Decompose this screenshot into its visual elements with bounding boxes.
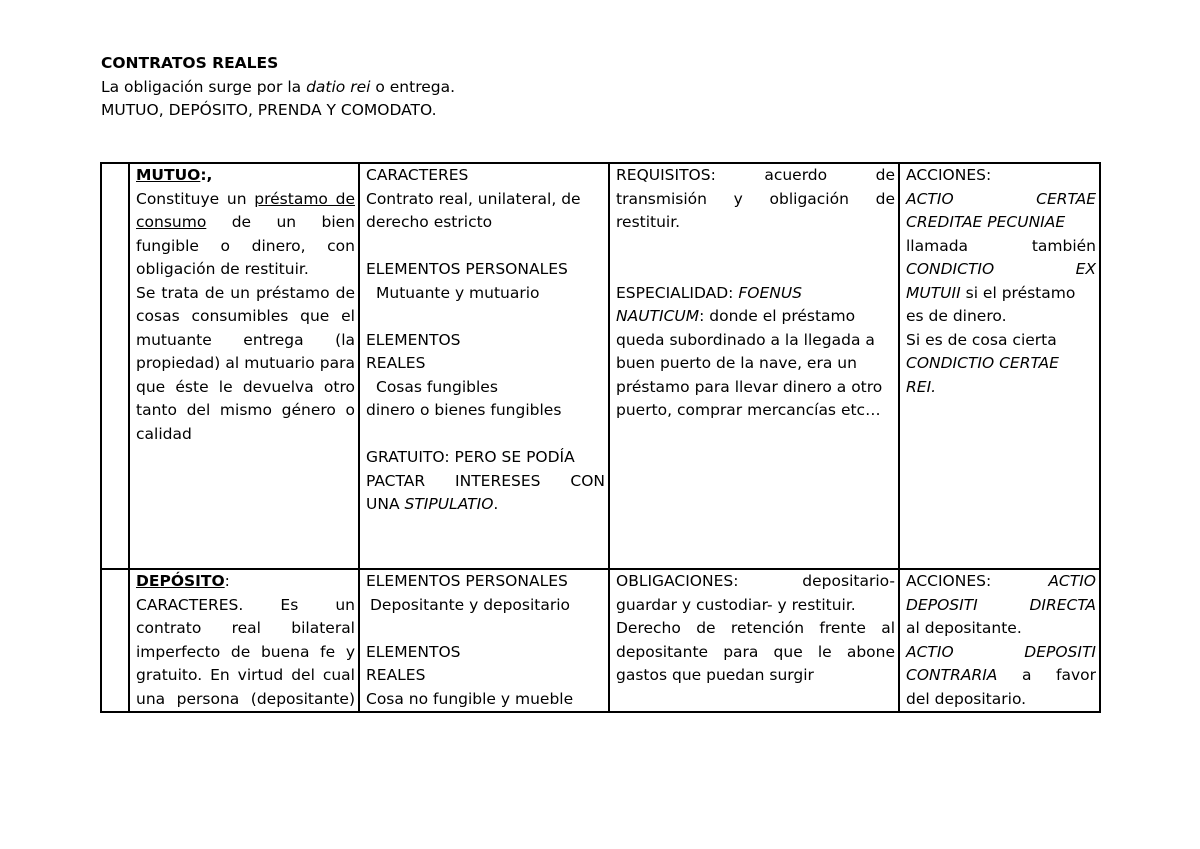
gratuito-line [366, 493, 605, 517]
mutuo-def-line: mutuante entrega (la [136, 330, 355, 349]
acciones-emphasis: MUTUII [906, 283, 961, 302]
row-gutter [101, 163, 129, 569]
contracts-table [100, 162, 1101, 713]
especialidad-label: ESPECIALIDAD: [616, 283, 739, 302]
especialidad-line: queda subordinado a la llegada a [616, 330, 875, 349]
elementos-reales-label: REALES [366, 666, 426, 684]
mutuo-def-line: Se trata de un préstamo de [136, 283, 355, 302]
table-row-mutuo [101, 163, 1100, 569]
acciones-line: ACTIO CERTAE [906, 189, 1096, 208]
obligaciones-line: guardar y custodiar- y restituir. [616, 595, 856, 614]
gratuito-text-end: . [493, 495, 499, 513]
elementos-personales-value: Mutuante y mutuario [376, 283, 540, 302]
gratuito-line: PACTAR INTERESES CON [366, 471, 605, 490]
obligaciones-line: gastos que puedan surgir [616, 666, 814, 684]
elementos-reales-value: Cosas fungibles [376, 377, 498, 396]
intro-emphasis: datio rei [306, 77, 371, 96]
especialidad-line [616, 305, 895, 329]
deposito-def-line: imperfecto de buena fe y [136, 642, 355, 661]
especialidad-line [616, 282, 895, 306]
contract-list-line: MUTUO, DEPÓSITO, PRENDA Y COMODATO. [101, 101, 437, 119]
elementos-personales-value: Depositante y depositario [370, 595, 571, 614]
deposito-def-line: CARACTERES. Es un [136, 595, 355, 614]
mutuo-def-text: de un bien [231, 213, 355, 231]
acciones-line: Si es de cosa cierta [906, 330, 1057, 349]
caracteres-label: CARACTERES [366, 166, 469, 184]
mutuo-title: MUTUO [136, 166, 201, 184]
mutuo-title-suffix: :, [200, 166, 213, 184]
acciones-line: CONDICTIO CERTAE [906, 354, 1059, 372]
gratuito-text: UNA [366, 495, 405, 513]
acciones-line [906, 282, 1096, 306]
mutuo-def-underlined: consumo [136, 213, 207, 231]
elementos-reales-value: Cosa no fungible y mueble [366, 689, 574, 708]
obligaciones-line: Derecho de retención frente al [616, 619, 895, 637]
mutuo-requisitos-cell [609, 163, 899, 569]
especialidad-line: buen puerto de la nave, era un [616, 354, 857, 372]
elementos-reales-value: dinero o bienes fungibles [366, 401, 562, 419]
obligaciones-line: OBLIGACIONES: depositario- [616, 572, 895, 590]
deposito-title: DEPÓSITO [136, 572, 225, 590]
acciones-line: es de dinero. [906, 307, 1007, 325]
requisitos-line: transmisión y obligación de [616, 189, 895, 208]
mutuo-def-line [136, 211, 355, 235]
acciones-line: del depositario. [906, 689, 1027, 708]
intro-text-end: o entrega. [370, 77, 456, 96]
acciones-emphasis: CONTRARIA [906, 666, 998, 684]
deposito-obligaciones-cell [609, 569, 899, 712]
mutuo-def-line: calidad [136, 424, 192, 443]
acciones-label: ACCIONES: [906, 166, 992, 184]
elementos-reales-label: ELEMENTOS [366, 642, 461, 661]
mutuo-def-line: fungible o dinero, con [136, 236, 355, 255]
deposito-def-line: gratuito. En virtud del cual [136, 666, 355, 684]
mutuo-def-line: que éste le devuelva otro [136, 377, 355, 396]
document-title: CONTRATOS REALES [101, 54, 279, 72]
acciones-line [906, 570, 1096, 594]
mutuo-definition-cell [129, 163, 359, 569]
acciones-line: CREDITAE PECUNIAE [906, 213, 1066, 231]
acciones-emphasis: ACTIO [1048, 572, 1096, 590]
acciones-line: DEPOSITI DIRECTA [906, 595, 1096, 614]
deposito-elementos-cell [359, 569, 609, 712]
gratuito-emphasis: STIPULATIO [404, 495, 494, 513]
especialidad-line: préstamo para llevar dinero a otro [616, 377, 883, 396]
obligaciones-line: depositante para que le abone [616, 642, 895, 661]
table-row-deposito [101, 569, 1100, 712]
acciones-line: REI. [906, 377, 937, 396]
elementos-reales-label: REALES [366, 354, 426, 372]
mutuo-def-underlined: préstamo de [254, 189, 355, 208]
acciones-label: ACCIONES: [906, 572, 1049, 590]
intro-text: La obligación surge por la [101, 77, 307, 96]
caracteres-line: derecho estricto [366, 213, 493, 231]
deposito-definition-cell [129, 569, 359, 712]
mutuo-def-line: cosas consumibles que el [136, 307, 355, 325]
acciones-line [906, 664, 1096, 688]
especialidad-line: puerto, comprar mercancías etc… [616, 401, 881, 419]
mutuo-def-line: tanto del mismo género o [136, 401, 355, 419]
mutuo-caracteres-cell [359, 163, 609, 569]
especialidad-text: : donde el préstamo [699, 307, 856, 325]
deposito-def-line: contrato real bilateral [136, 619, 355, 637]
especialidad-emphasis: NAUTICUM [616, 307, 700, 325]
mutuo-def-line [136, 188, 355, 212]
acciones-line: al depositante. [906, 619, 1022, 637]
deposito-title-suffix: : [224, 572, 230, 590]
elementos-personales-label: ELEMENTOS PERSONALES [366, 260, 568, 278]
mutuo-def-line: propiedad) al mutuario para [136, 354, 355, 372]
mutuo-def-text: Constituye un [136, 189, 247, 208]
requisitos-line: restituir. [616, 213, 681, 231]
acciones-line: llamada también [906, 236, 1096, 255]
acciones-line: CONDICTIO EX [906, 260, 1096, 278]
acciones-line: ACTIO DEPOSITI [906, 642, 1096, 661]
mutuo-def-line: obligación de restituir. [136, 260, 309, 278]
mutuo-acciones-cell [899, 163, 1100, 569]
document-heading [101, 52, 455, 123]
row-gutter [101, 569, 129, 712]
acciones-text: a favor [997, 666, 1096, 684]
acciones-text: si el préstamo [960, 283, 1076, 302]
elementos-reales-label: ELEMENTOS [366, 330, 461, 349]
requisitos-line: REQUISITOS: acuerdo de [616, 166, 895, 184]
deposito-acciones-cell [899, 569, 1100, 712]
elementos-personales-label: ELEMENTOS PERSONALES [366, 572, 568, 590]
especialidad-emphasis: FOENUS [738, 283, 803, 302]
gratuito-line: GRATUITO: PERO SE PODÍA [366, 448, 575, 466]
deposito-def-line: una persona (depositante) [136, 689, 355, 708]
caracteres-line: Contrato real, unilateral, de [366, 189, 581, 208]
intro-line [101, 76, 455, 100]
